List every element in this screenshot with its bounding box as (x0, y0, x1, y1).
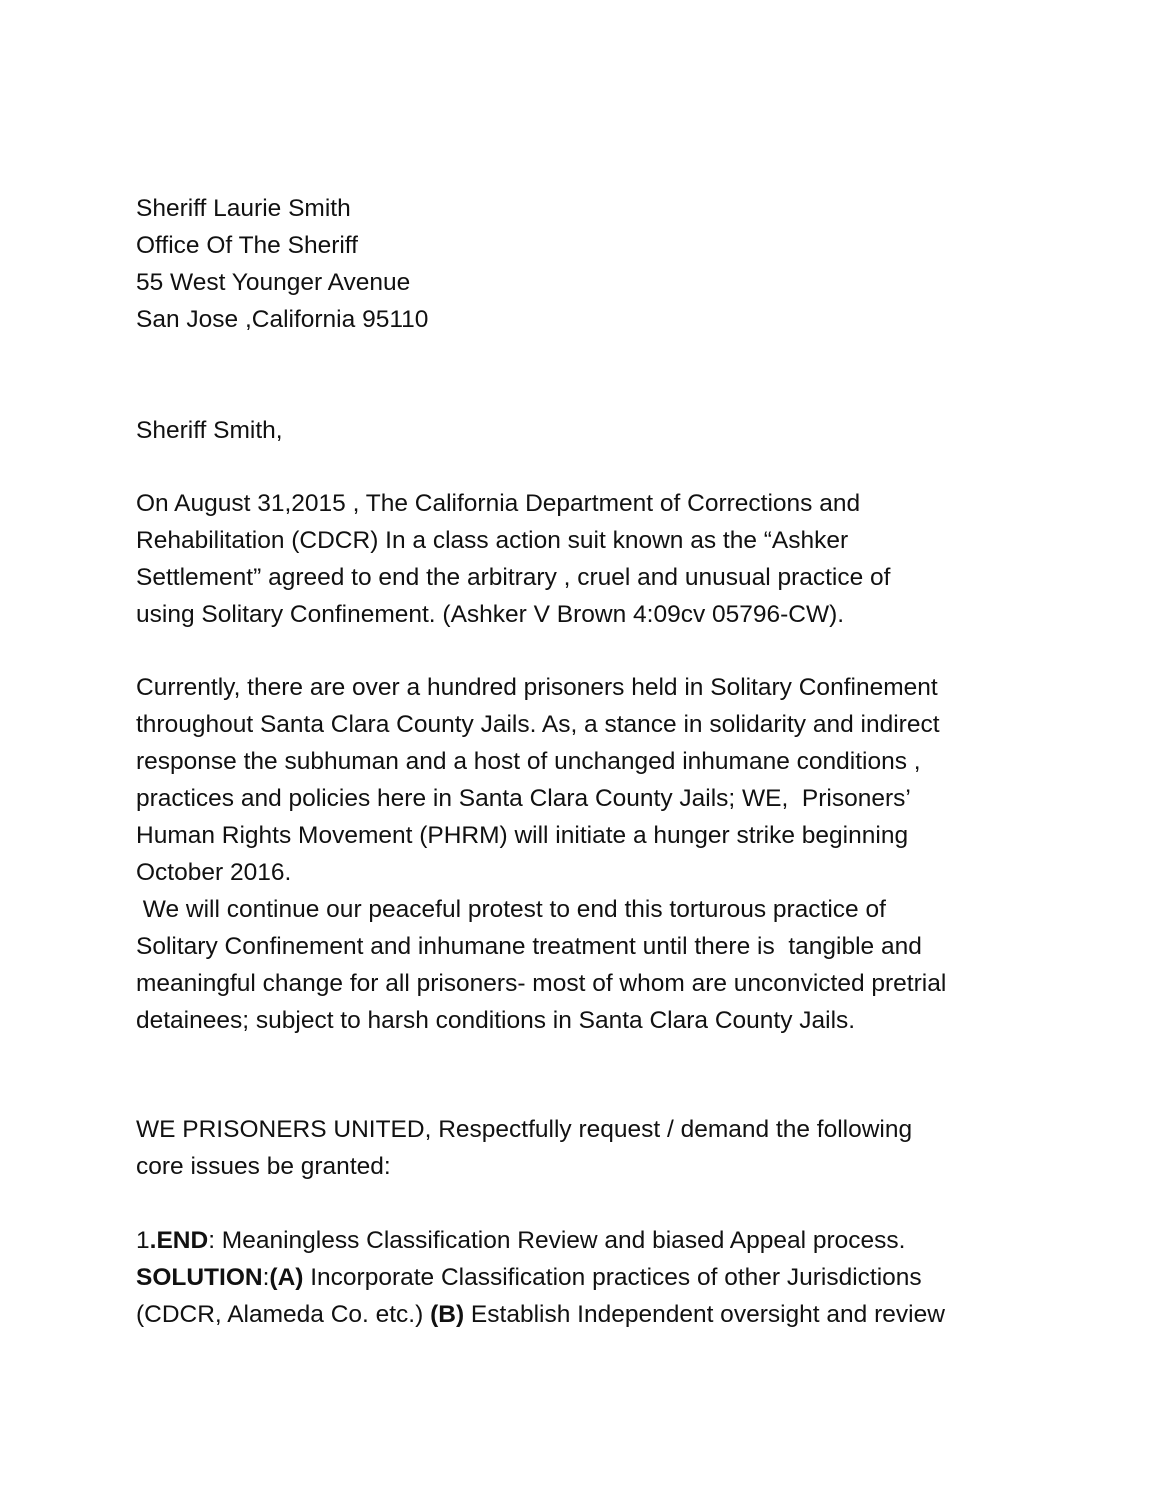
paragraph-settlement (136, 485, 1036, 633)
end-text: : Meaningless Classification Review and biased Appeal process. (208, 1227, 906, 1254)
solution-b-text: Establish Independent oversight and review (464, 1301, 945, 1328)
demand-number: 1 (136, 1227, 150, 1254)
paragraph-line: On August 31,2015 , The California Department of Corrections and (136, 490, 861, 517)
solution-a-continued: (CDCR, Alameda Co. etc.) (136, 1301, 431, 1328)
paragraph-line: October 2016. (136, 859, 292, 886)
paragraph-line: using Solitary Confinement. (Ashker V Brown 4:09cv 05796-CW). (136, 601, 845, 628)
paragraph-line: Human Rights Movement (PHRM) will initiate a hunger strike beginning (136, 822, 909, 849)
paragraph-line: We will continue our peaceful protest to end this torturous practice of (136, 896, 886, 923)
paragraph-line: Settlement” agreed to end the arbitrary , cruel and unusual practice of (136, 564, 891, 591)
salutation-block (136, 412, 1036, 449)
demand-solution-line (136, 1259, 1036, 1296)
end-label: .END (149, 1227, 209, 1254)
paragraph-line: WE PRISONERS UNITED, Respectfully request / demand the following (136, 1116, 913, 1143)
solution-a-text: Incorporate Classification practices of other Jurisdictions (303, 1264, 922, 1291)
demand-item-1 (136, 1222, 1036, 1333)
recipient-city: San Jose ,California 95110 (136, 306, 429, 333)
solution-colon: : (262, 1264, 270, 1291)
paragraph-line: practices and policies here in Santa Clara County Jails; WE, Prisoners’ (136, 785, 911, 812)
paragraph-line: core issues be granted: (136, 1153, 391, 1180)
demand-solution-line-2 (136, 1296, 1036, 1333)
paragraph-hunger-strike (136, 669, 1036, 1039)
paragraph-line: detainees; subject to harsh conditions in Santa Clara County Jails. (136, 1007, 856, 1034)
paragraph-line: Solitary Confinement and inhumane treatment until there is tangible and (136, 933, 922, 960)
salutation: Sheriff Smith, (136, 417, 283, 444)
recipient-street: 55 West Younger Avenue (136, 269, 411, 296)
recipient-office: Office Of The Sheriff (136, 232, 358, 259)
demand-end-line (136, 1222, 1036, 1259)
solution-label: SOLUTION (136, 1264, 263, 1291)
paragraph-line: response the subhuman and a host of unchanged inhumane conditions , (136, 748, 921, 775)
solution-b-label: (B) (430, 1301, 465, 1328)
paragraph-line: meaningful change for all prisoners- most of whom are unconvicted pretrial (136, 970, 947, 997)
recipient-name: Sheriff Laurie Smith (136, 195, 351, 222)
paragraph-line: Rehabilitation (CDCR) In a class action suit known as the “Ashker (136, 527, 849, 554)
solution-a-label: (A) (269, 1264, 304, 1291)
paragraph-line: Currently, there are over a hundred prisoners held in Solitary Confinement (136, 674, 938, 701)
paragraph-demands-intro (136, 1111, 1036, 1185)
paragraph-line: throughout Santa Clara County Jails. As, a stance in solidarity and indirect (136, 711, 940, 738)
recipient-address (136, 190, 1036, 338)
